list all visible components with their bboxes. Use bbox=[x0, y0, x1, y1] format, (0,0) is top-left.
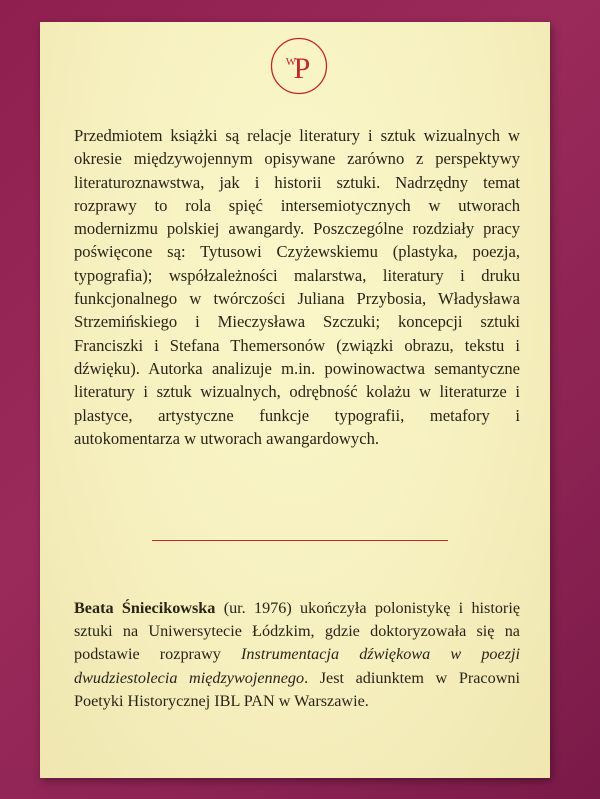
book-description: Przedmiotem książki są relacje literatury i sztuk wizualnych w okresie międzywojennym opisywane zarówno z perspektywy literaturoznawstwa, jak i historii sztuki. Nadrzędny temat rozprawy to rola spięć intersemiotycznych w utworach modernizmu polskiej awangardy. Poszczególne rozdziały pracy poświęcone są: Tytusowi Czyżewskiemu (plastyka, poezja, typografia); współzależności malarstwa, literatury i druku funkcjonalnego w twórczości Juliana Przybosia, Władysława Strzemińskiego i Mieczysława Szczuki; koncepcji sztuki Franciszki i Stefana Themersonów (związki obrazu, tekstu i dźwięku). Autorka analizuje m.in. powinowactwa semantyczne literatury i sztuk wizualnych, odrębność kolażu w literaturze i plastyce, artystyczne funkcje typografii, metafory i autokomentarza w utworach awangardowych. bbox=[74, 126, 520, 448]
section-divider bbox=[152, 540, 448, 541]
author-bio bbox=[74, 597, 520, 713]
author-name: Beata Śniecikowska bbox=[74, 599, 216, 617]
wp-monogram-icon bbox=[269, 36, 329, 96]
logo-letter-p: P bbox=[293, 52, 311, 85]
bio-text-part2: . Jest adiunktem w Pracowni Poetyki Historycznej IBL PAN w Warszawie. bbox=[74, 668, 520, 710]
logo-letter-w: W bbox=[285, 56, 297, 68]
back-cover-card bbox=[40, 22, 550, 778]
bio-text-part1: (ur. 1976) ukończyła polonistykę i historię sztuki na Uniwersytecie Łódzkim, gdzie doktoryzowała się na podstawie rozprawy bbox=[74, 599, 520, 664]
thesis-title: Instrumentacja dźwiękowa w poezji dwudziestolecia międzywojennego bbox=[74, 645, 520, 687]
